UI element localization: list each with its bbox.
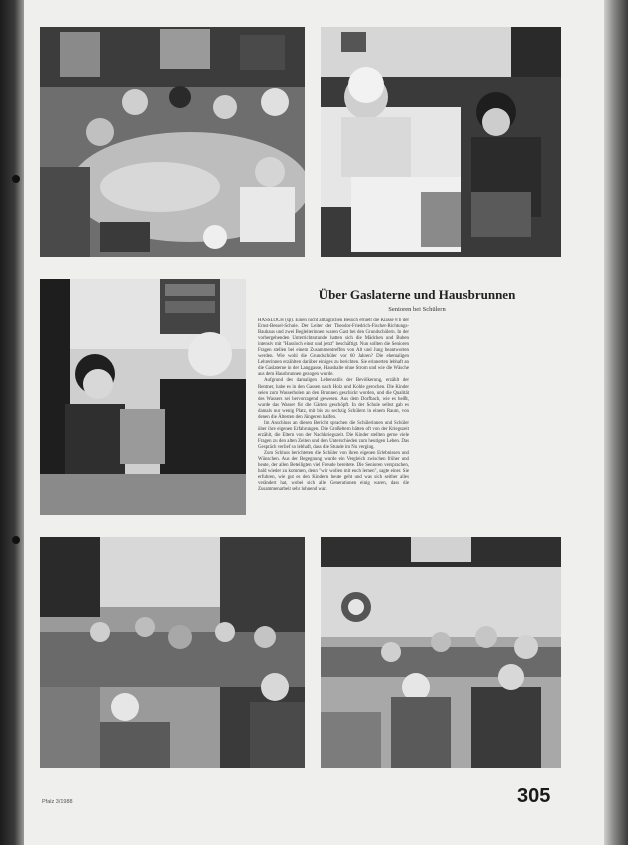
photo-classroom-group xyxy=(321,537,561,768)
article-paragraph: Zum Schluss berichteten die Schüler von ihren eigenen Erlebnissen und Wünschen. Aus der Begegnung wurde ein Vergleich zwischen früher und heute, der allen Beteiligten viel Freude bereitete. Die Senioren versprachen, bald wieder zu kommen, denn "wir wollen mit euch lernen", sagte einer. Sie erfuhren, wie gut es den Kindern heute geht und was sich seither alles verändert hat, wobei sich alle Generationen einig waren, dass die Zusammenarbeit sehr lohnend war. xyxy=(258,451,409,493)
page-edge-shadow xyxy=(604,0,628,845)
article-paragraph: Aufgrund des damaligen Lebensstils der Bevölkerung, erzählt der Rentner, habe es in den Gassen nach Holz und Kohle gerochen. Die Kinder seien zum Wasserholen an den Brunnen geschickt worden, und die Qualität des Wassers sei hervorragend gewesen. Aus dem Dorfbach, wie es heißt, wurde das Wasser für die Gärten geschöpft. In der Schule selbst gab es damals nur wenig Platz, mit bis zu sechzig Schülern in einem Raum, von denen die Ältesten den Jüngeren halfen. xyxy=(258,378,409,420)
photo-children-with-seniors xyxy=(40,27,305,257)
article-paragraph: HASSLOCH (sp). Einen nicht alltäglichen Besuch erhielt die Klasse 8 b der Ernst-Bessel-Schule. Der Leiter der Theodor-Friedrich-Fischer-Richtungs-Bauhaus und zwei Begleiterinnen waren Gast bei den Grundschülern. In der vorhergehenden Unterrichtsstunde hatten sich die Mädchen und Buben intensiv mit "Hassloch einst und jetzt" beschäftigt. Nun sollten die Senioren Fragen stellen bei einem Zusammentreffen von Alt und Jung beantworten werden. Wie wohl die Grundschüler vor 60 Jahren? Die ehemaligen Lehrerinnen erzählten darüber einiges zu berichten. Sie erinnerten lebhaft an die Gaslaterne in der Langgasse, Haushalte ohne Strom und wie die Wäsche aus dem Hausbrunnen gezogen wurde. xyxy=(258,318,409,378)
article-subheadline: Senioren bei Schülern xyxy=(388,306,446,313)
article-paragraph: Im Anschluss an diesen Bericht sprachen die Schülerinnen und Schüler über ihre eigenen Erfahrungen. Die Großeltern hätten oft von der Kriegszeit erzählt, die Eltern von der Nachkriegszeit. Die Kinder stellten gerne viele Fragen zu den alten Zeiten und den Unterschieden zum heutigen Leben. Das Gespräch verlief so lebhaft, dass die Stunde im Nu verging. xyxy=(258,420,409,450)
photo-senior-and-boy-with-box xyxy=(321,27,561,257)
page-number: 305 xyxy=(517,785,551,807)
photo-woman-and-elderly-man xyxy=(40,279,246,515)
punch-hole xyxy=(12,175,20,183)
article-body xyxy=(258,318,570,530)
punch-hole xyxy=(12,536,20,544)
binder-strip xyxy=(0,0,24,845)
article-headline: Über Gaslaterne und Hausbrunnen xyxy=(318,287,516,302)
footer-issue-label: Pfalz 3/1988 xyxy=(42,799,73,805)
photo-classroom-students xyxy=(40,537,305,768)
